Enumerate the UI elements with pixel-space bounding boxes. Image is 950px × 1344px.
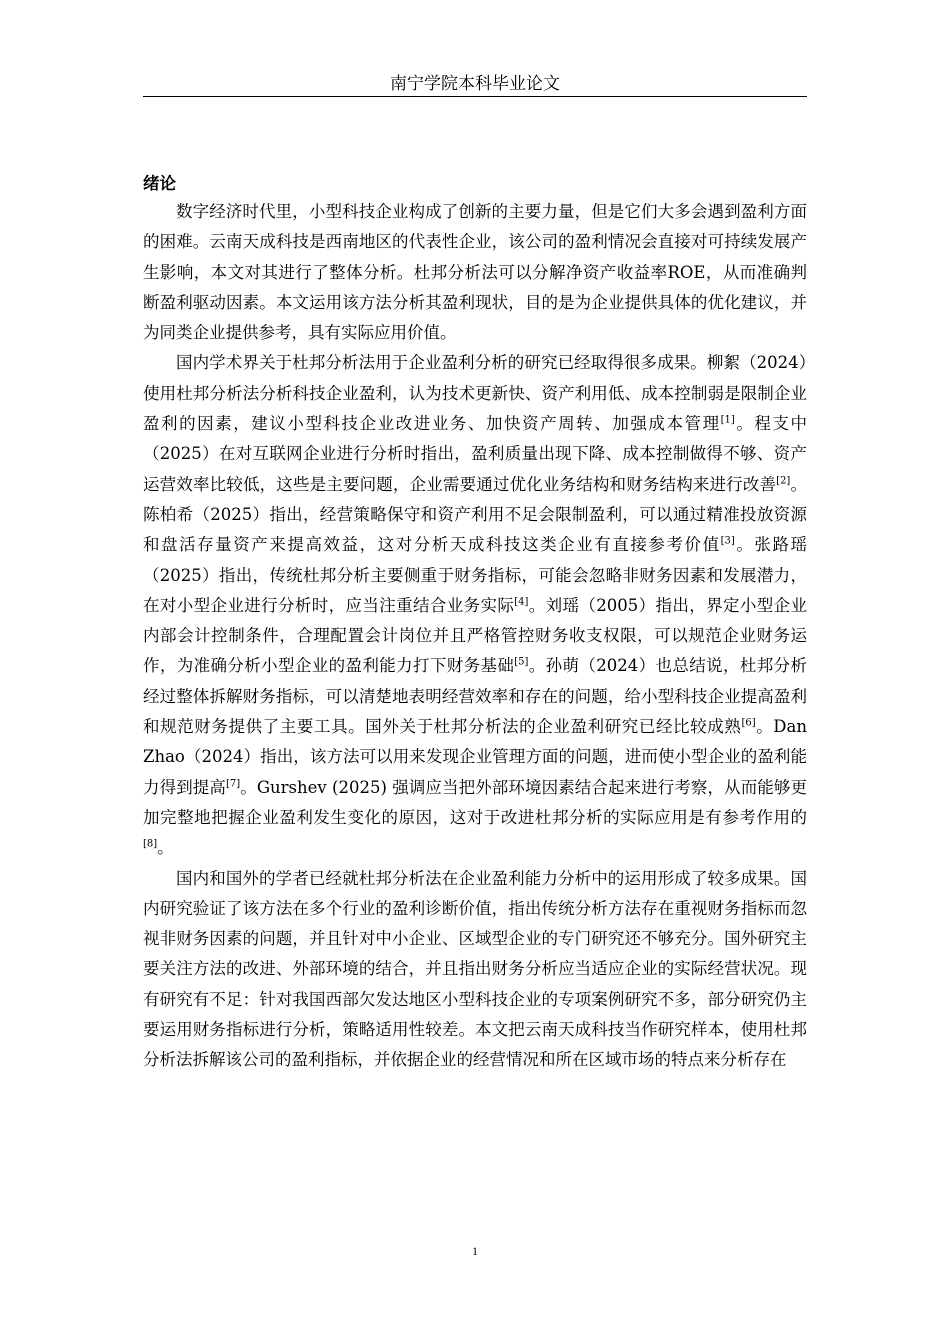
- paragraph-text: 。张路瑶（2025）指出，传统杜邦分析主要侧重于财务指标，可能会忽略非财务因素和发展潜力，在对小型企业进行分析时，应当注重结合业务实际: [143, 535, 807, 615]
- citation-ref: [5]: [514, 656, 529, 668]
- paragraph-text: 。陈柏希（2025）指出，经营策略保守和资产利用不足会限制盈利，可以通过精准投放资源和盘活存量资产来提高效益，这对分析天成科技这类企业有直接参考价值: [143, 474, 808, 555]
- paragraph-text: 国内和国外的学者已经就杜邦分析法在企业盈利能力分析中的运用形成了较多成果。国内研究验证了该方法在多个行业的盈利诊断价值，指出传统分析方法存在重视财务指标而忽视非财务因素的问题，并且针对中小企业、区域型企业的专门研究还不够充分。国外研究主要关注方法的改进、外部环境的结合，并且指出财务分析应当适应企业的实际经营状况。现有研究有不足：针对我国西部欠发达地区小型科技企业的专项案例研究不多，部分研究仍主要运用财务指标进行分析，策略适用性较差。本文把云南天成科技当作研究样本，使用杜邦分析法拆解该公司的盈利指标，并依据企业的经营情况和所在区域市场的特点来分析存在: [143, 868, 807, 1070]
- paragraph-text: 数字经济时代里，小型科技企业构成了创新的主要力量，但是它们大多会遇到盈利方面的困难。云南天成科技是西南地区的代表性企业，该公司的盈利情况会直接对可持续发展产生影响，本文对其进行了整体分析。杜邦分析法可以分解净资产收益率ROE，从而准确判断盈利驱动因素。本文运用该方法分析其盈利现状，目的是为企业提供具体的优化建议，并为同类企业提供参考，具有实际应用价值。: [143, 202, 807, 343]
- paragraph-text: 。Dan Zhao（2024）指出，该方法可以用来发现企业管理方面的问题，进而使小型企业的盈利能力得到提高: [143, 717, 807, 797]
- paragraph-text: 。刘瑶（2005）指出，界定小型企业内部会计控制条件，合理配置会计岗位并且严格管控财务收支权限，可以规范企业财务运作，为准确分析小型企业的盈利能力打下财务基础: [143, 595, 808, 676]
- citation-ref: [7]: [225, 778, 241, 790]
- citation-ref: [4]: [514, 596, 529, 608]
- header-rule: [143, 96, 807, 97]
- section-heading: 绪论: [143, 174, 176, 193]
- citation-ref: [8]: [143, 838, 158, 850]
- paragraph-text: 。程支中（2025）在对互联网企业进行分析时指出，盈利质量出现下降、成本控制做得不够、资产运营效率比较低，这些是主要问题，企业需要通过优化业务结构和财务结构来进行改善: [143, 414, 807, 494]
- paragraph-2: [143, 348, 807, 863]
- paragraph-1: [143, 197, 807, 348]
- paragraph-text: 国内学术界关于杜邦分析法用于企业盈利分析的研究已经取得很多成果。柳絮（2024）使用杜邦分析法分析科技企业盈利，认为技术更新快、资产利用低、成本控制弱是限制企业盈利的因素，建议小型科技企业改进业务、加快资产周转、加强成本管理: [143, 353, 807, 434]
- citation-ref: [1]: [720, 414, 735, 426]
- citation-ref: [3]: [720, 535, 735, 547]
- paragraph-text: 。Gurshev (2025) 强调应当把外部环境因素结合起来进行考察，从而能够更加完整地把握企业盈利发生变化的原因，这对于改进杜邦分析的实际应用是有参考作用的: [143, 777, 807, 827]
- paragraph-text: 。: [157, 838, 174, 858]
- page-number: 1: [472, 1244, 478, 1258]
- paragraph-text: 。孙萌（2024）也总结说，杜邦分析经过整体拆解财务指标，可以清楚地表明经营效率和存在的问题，给小型科技企业提高盈利和规范财务提供了主要工具。国外关于杜邦分析法的企业盈利研究已经比较成熟: [143, 656, 808, 737]
- citation-ref: [2]: [776, 475, 791, 487]
- body-text: [143, 197, 807, 1076]
- paragraph-3: [143, 864, 807, 1076]
- citation-ref: [6]: [741, 717, 756, 729]
- page-header: 南宁学院本科毕业论文: [390, 74, 560, 94]
